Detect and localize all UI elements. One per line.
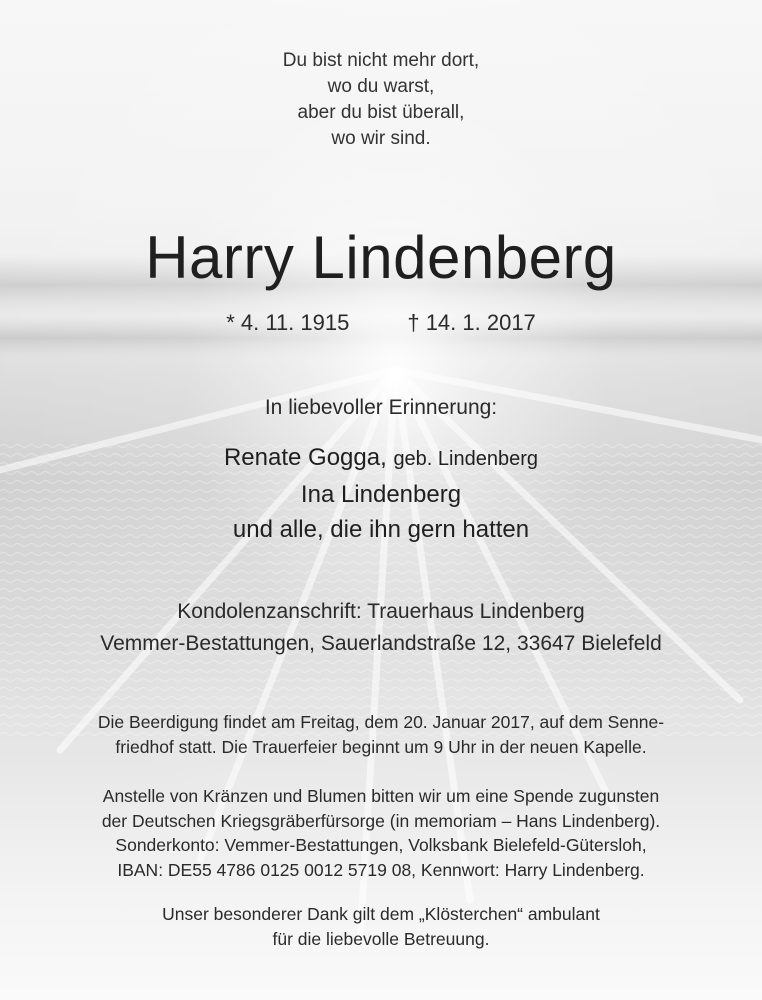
poem-line: wo du warst,: [327, 76, 435, 97]
funeral-line: friedhof statt. Die Trauerfeier beginnt um 9 Uhr in der neuen Kapelle.: [115, 736, 647, 757]
donation-line: Sonderkonto: Vemmer-Bestattungen, Volksbank Bielefeld-Gütersloh,: [115, 835, 647, 855]
memory-heading: In liebevoller Erinnerung:: [264, 396, 498, 419]
poem-line: aber du bist überall,: [297, 102, 465, 123]
mourner-name: Renate Gogga,: [223, 444, 387, 471]
mourner-line: [0, 440, 762, 477]
poem-line: wo wir sind.: [331, 128, 431, 149]
life-dates: [0, 308, 762, 338]
poem-line: Du bist nicht mehr dort,: [282, 50, 480, 71]
birth-date: * 4. 11. 1915: [226, 310, 350, 335]
deceased-name: Harry Lindenberg: [145, 224, 617, 291]
donation-line: der Deutschen Kriegsgräberfürsorge (in memoriam – Hans Lindenberg).: [101, 810, 661, 831]
donation-line: IBAN: DE55 4786 0125 0012 5719 08, Kennwort: Harry Lindenberg.: [117, 859, 645, 880]
thanks-line: Unser besonderer Dank gilt dem „Klösterchen“ ambulant: [162, 904, 600, 924]
funeral-line: Die Beerdigung findet am Freitag, dem 20. Januar 2017, auf dem Senne-: [97, 712, 665, 732]
condolence-address: [0, 596, 762, 660]
mourner-line: Ina Lindenberg: [300, 481, 462, 508]
donation-info: [0, 784, 762, 882]
address-line: Vemmer-Bestattungen, Sauerlandstraße 12, 33647 Bielefeld: [100, 632, 662, 655]
mourners: [0, 440, 762, 547]
address-line: Kondolenzanschrift: Trauerhaus Lindenberg: [177, 600, 585, 623]
donation-line: Anstelle von Kränzen und Blumen bitten wir um eine Spende zugunsten: [102, 786, 660, 806]
thanks-note: [0, 902, 762, 951]
funeral-info: [0, 710, 762, 759]
death-date: † 14. 1. 2017: [407, 310, 536, 335]
mourner-line: und alle, die ihn gern hatten: [232, 516, 530, 543]
poem: [0, 48, 762, 152]
thanks-line: für die liebevolle Betreuung.: [272, 928, 490, 949]
mourner-note: geb. Lindenberg: [393, 448, 539, 470]
